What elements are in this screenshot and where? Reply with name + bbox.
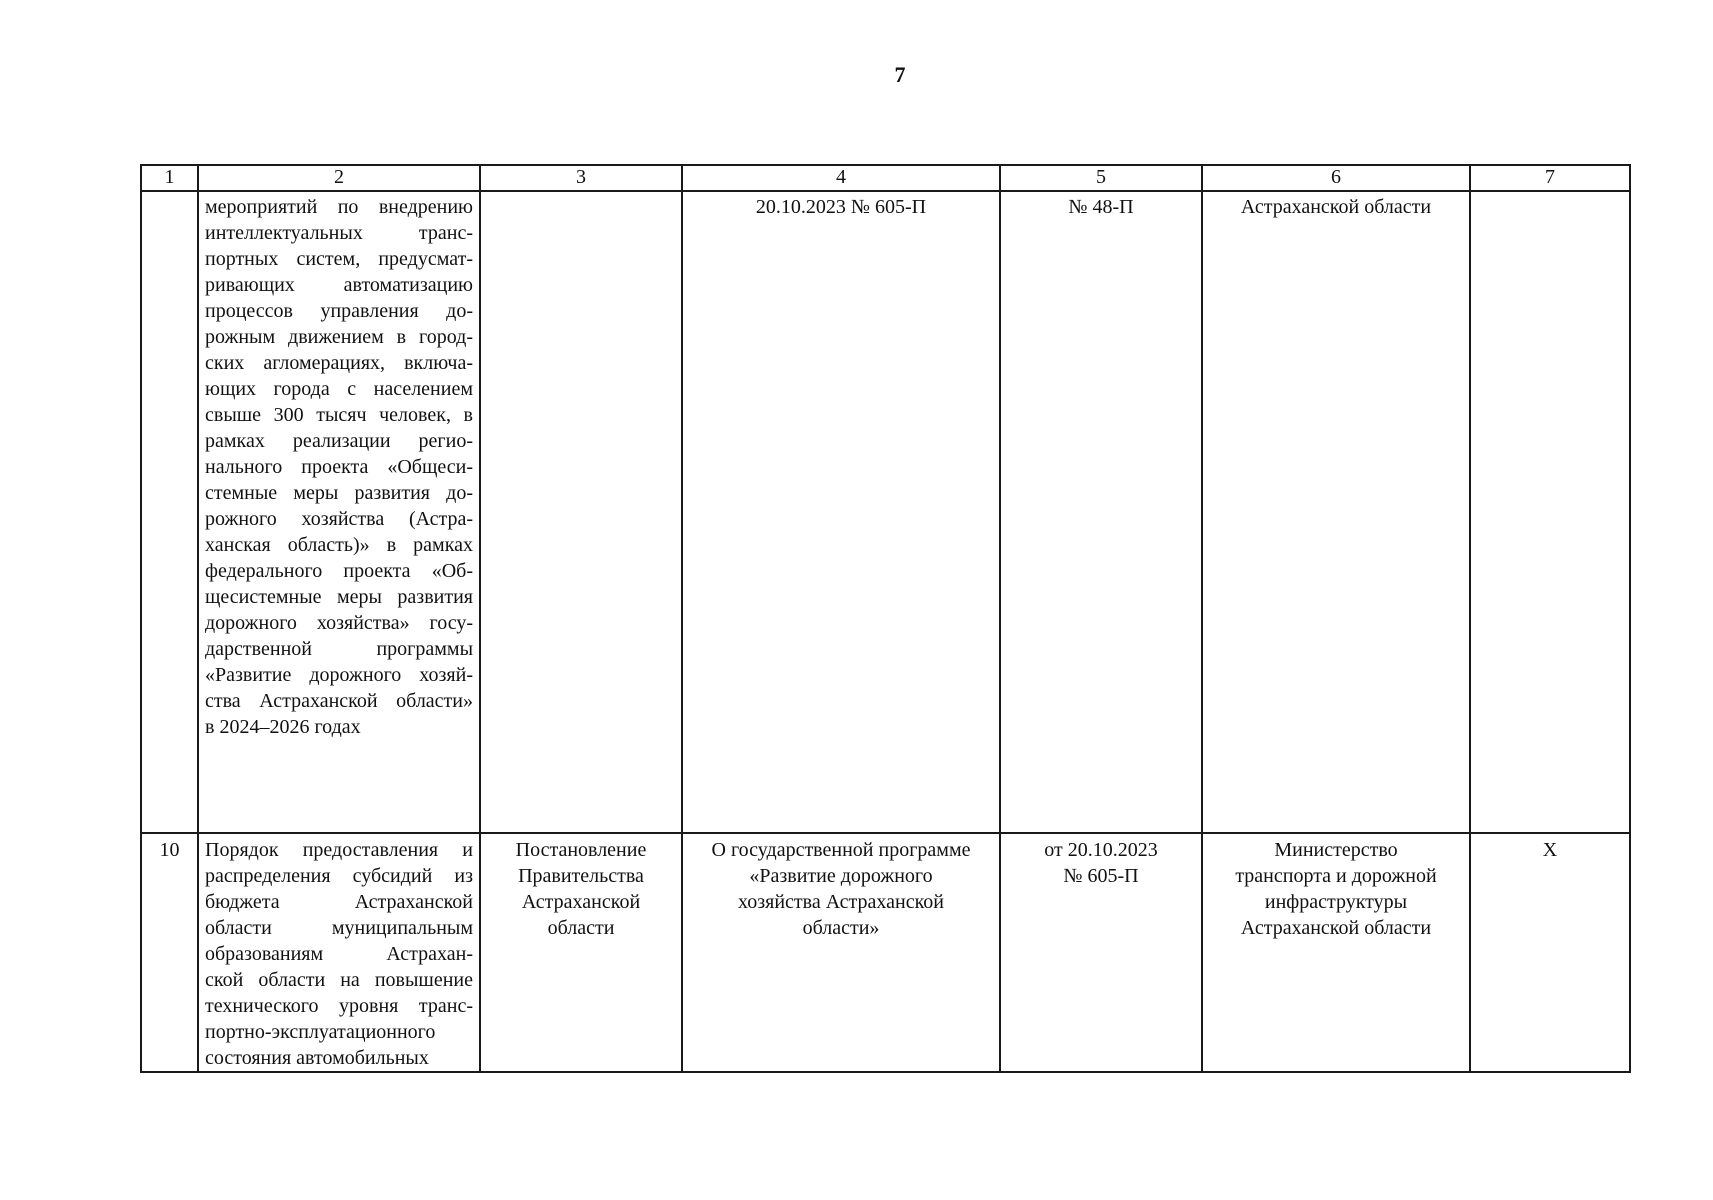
document-date-text: от 20.10.2023 № 605-П [1044,839,1158,887]
text-line: ских агломерациях, включа- [205,352,473,374]
text-line: федерального проекта «Об- [205,560,473,582]
row-number-cell: 10 [141,833,198,1072]
text-line: рамках реализации регио- [205,430,473,452]
document-date-cell [1000,833,1202,1072]
text-line: ской области на повышение [205,969,473,991]
text-line: «Развитие дорожного хозяй- [205,664,473,686]
text-line: процессов управления до- [205,300,473,322]
text-line: стемные меры развития до- [205,482,473,504]
text-line: бюджета Астраханской [205,891,473,913]
document-name-cell [682,833,1000,1072]
header-cell-4: 4 [682,165,1000,191]
text-line: области муниципальным [205,917,473,939]
document-table [140,164,1631,1073]
text-line: портно-эксплуатационного [205,1021,436,1043]
header-cell-6: 6 [1202,165,1470,191]
text-line: ющих города с населением [205,378,473,400]
text-line: ривающих автоматизацию [205,274,473,296]
note-cell: Х [1470,833,1630,1072]
document-date-cell: № 48-П [1000,191,1202,833]
text-line: рожного хозяйства (Астра- [205,508,473,530]
text-line: нального проекта «Общеси- [205,456,473,478]
page-number: 7 [894,62,906,87]
text-line: технического уровня транс- [205,995,473,1017]
text-line: свыше 300 тысяч человек, в [205,404,473,426]
text-line: щесистемные меры развития [205,586,473,608]
header-cell-5: 5 [1000,165,1202,191]
header-cell-3: 3 [480,165,682,191]
table-row-continuation [141,191,1630,833]
document-title-text [205,194,473,740]
document-name-cell: 20.10.2023 № 605-П [682,191,1000,833]
document-title-text [205,837,473,1071]
responsible-body-cell: Астраханской области [1202,191,1470,833]
document-type-cell [480,191,682,833]
document-type-cell [480,833,682,1072]
document-title-cell [198,191,480,833]
text-line: ханская область)» в рамках [205,534,473,556]
table-header-row [141,165,1630,191]
text-line: рожным движением в город- [205,326,473,348]
responsible-body-text: Министерство транспорта и дорожной инфраструктуры Астраханской области [1235,839,1437,939]
header-cell-1: 1 [141,165,198,191]
text-line: Порядок предоставления и [205,839,473,861]
text-line: ства Астраханской области» [205,690,473,712]
document-title-cell [198,833,480,1072]
text-line: интеллектуальных транс- [205,222,473,244]
document-name-text: О государственной программе «Развитие дорожного хозяйства Астраханской области» [711,839,971,939]
header-cell-7: 7 [1470,165,1630,191]
text-line: в 2024–2026 годах [205,716,361,738]
text-line: мероприятий по внедрению [205,196,473,218]
note-cell [1470,191,1630,833]
table-row-10 [141,833,1630,1072]
text-line: распределения субсидий из [205,865,473,887]
header-cell-2: 2 [198,165,480,191]
text-line: состояния автомобильных [205,1047,429,1069]
text-line: портных систем, предусмат- [205,248,473,270]
responsible-body-cell [1202,833,1470,1072]
row-number-cell [141,191,198,833]
text-line: дорожного хозяйства» госу- [205,612,473,634]
text-line: образованиям Астрахан- [205,943,473,965]
text-line: дарственной программы [205,638,473,660]
document-type-text: Постановление Правительства Астраханской области [515,839,647,939]
